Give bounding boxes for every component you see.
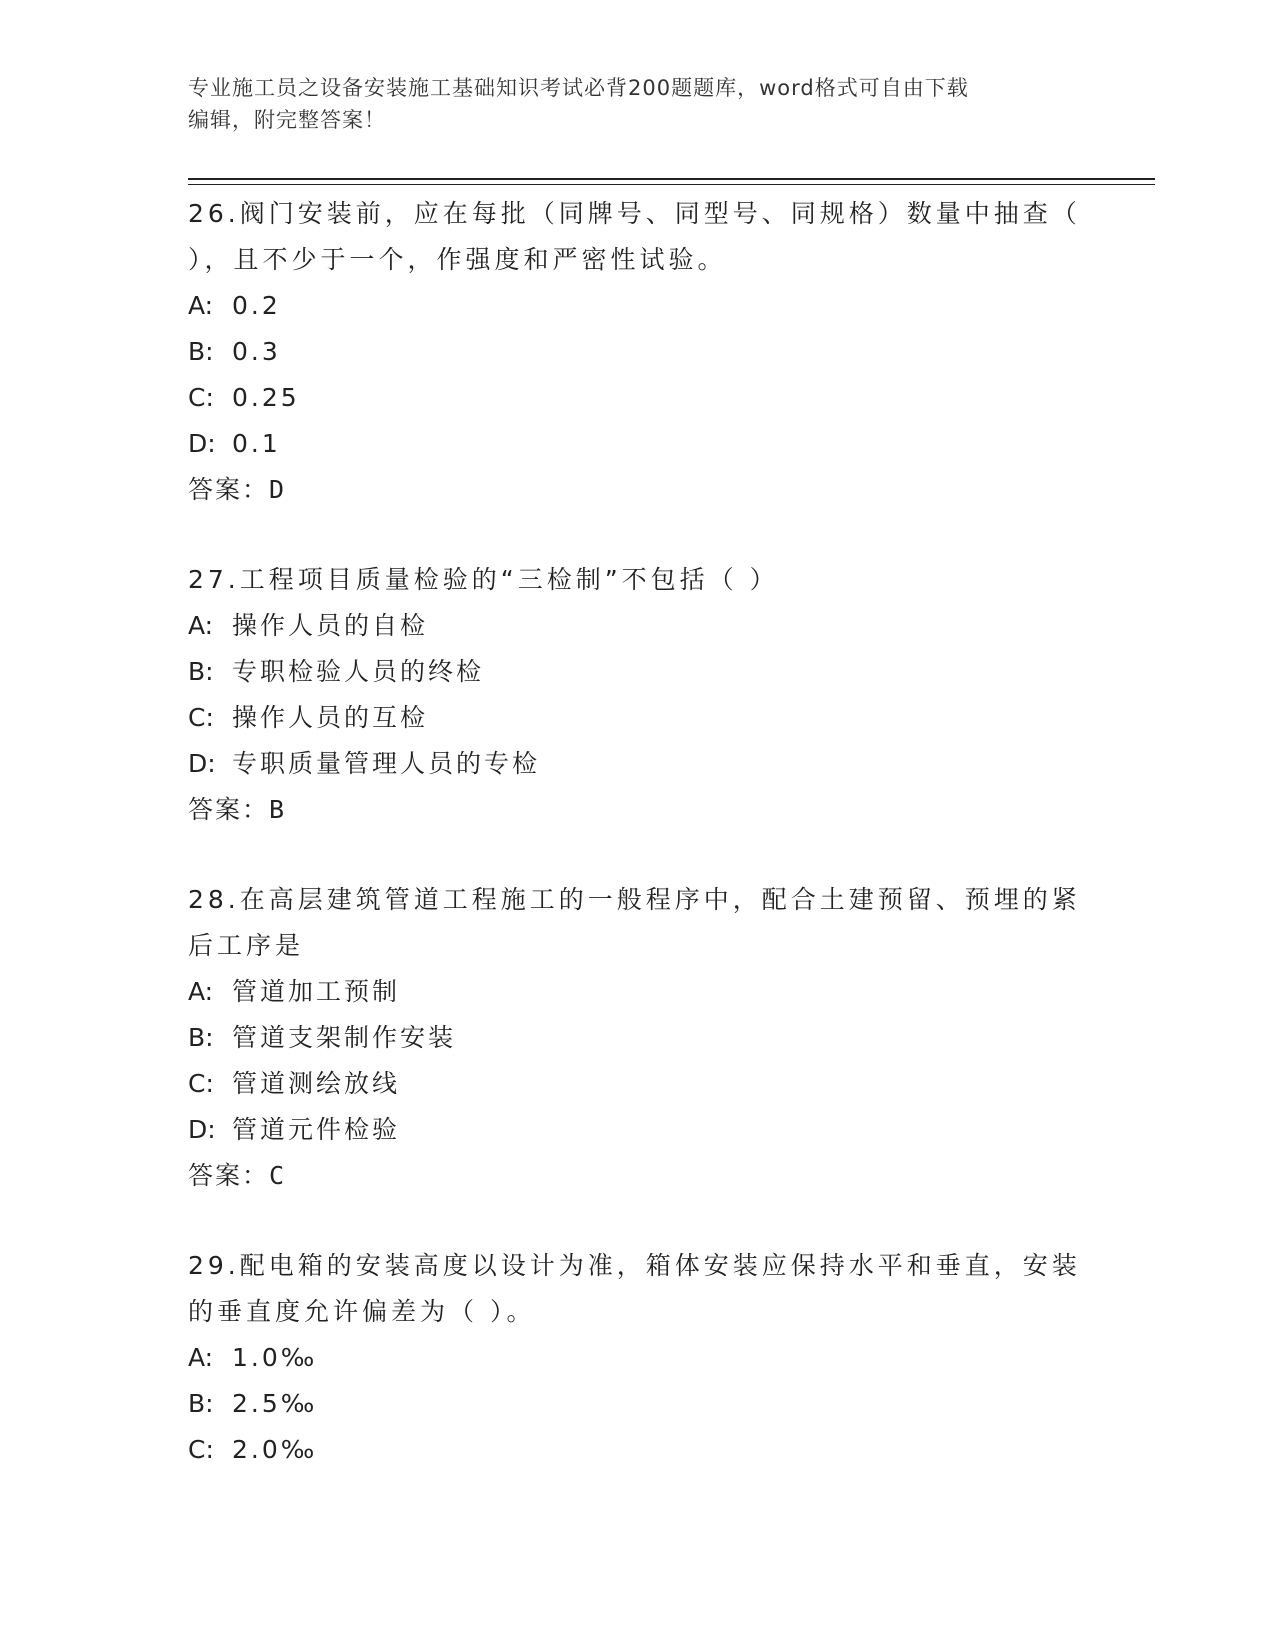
option-label: A: xyxy=(188,977,214,1006)
option-text: 0.25 xyxy=(232,383,300,412)
option-c xyxy=(188,1427,1088,1473)
option-label: B: xyxy=(188,1023,214,1052)
option-text: 管道测绘放线 xyxy=(232,1069,401,1098)
answer-value: B xyxy=(269,795,287,824)
answer-label: 答案： xyxy=(188,795,270,824)
question-stem-line: 28.在高层建筑管道工程施工的一般程序中，配合土建预留、预埋的紧 xyxy=(188,885,1081,914)
option-a xyxy=(188,1335,1088,1381)
option-b xyxy=(188,329,1088,375)
answer-label: 答案： xyxy=(188,475,270,504)
option-d xyxy=(188,741,1088,787)
option-label: A: xyxy=(188,291,214,320)
option-label: C: xyxy=(188,383,214,412)
question-stem-line: 后工序是 xyxy=(188,931,305,960)
option-label: B: xyxy=(188,337,214,366)
option-d xyxy=(188,421,1088,467)
option-a xyxy=(188,969,1088,1015)
option-label: B: xyxy=(188,1389,214,1418)
option-text: 0.1 xyxy=(232,429,281,458)
option-label: D: xyxy=(188,1115,216,1144)
question-stem-line: 的垂直度允许偏差为（ ）。 xyxy=(188,1297,536,1326)
option-label: A: xyxy=(188,1343,214,1372)
header-line-2: 编辑，附完整答案！ xyxy=(188,108,386,132)
option-c xyxy=(188,1061,1088,1107)
option-text: 0.2 xyxy=(232,291,281,320)
question-stem-line: 27.工程项目质量检验的“三检制”不包括（ ） xyxy=(188,565,779,594)
option-text: 管道支架制作安装 xyxy=(232,1023,457,1052)
document-header xyxy=(188,72,1068,136)
option-label: A: xyxy=(188,611,214,640)
question-26 xyxy=(188,191,1088,513)
header-line-1: 专业施工员之设备安装施工基础知识考试必背200题题库，word格式可自由下载 xyxy=(188,76,969,100)
answer-line xyxy=(188,1153,1088,1199)
header-divider-thick xyxy=(188,178,1155,180)
option-text: 专职检验人员的终检 xyxy=(232,657,485,686)
answer-line xyxy=(188,467,1088,513)
answer-value: C xyxy=(269,1161,287,1190)
question-28 xyxy=(188,877,1088,1199)
question-spacer xyxy=(188,833,1088,877)
option-text: 2.5‰ xyxy=(232,1389,318,1418)
option-text: 2.0‰ xyxy=(232,1435,318,1464)
option-c xyxy=(188,695,1088,741)
option-text: 管道元件检验 xyxy=(232,1115,401,1144)
option-label: C: xyxy=(188,1069,214,1098)
option-label: D: xyxy=(188,749,216,778)
question-spacer xyxy=(188,1199,1088,1243)
option-text: 操作人员的自检 xyxy=(232,611,429,640)
question-stem-line: 26.阀门安装前，应在每批（同牌号、同型号、同规格）数量中抽查（ xyxy=(188,199,1081,228)
option-text: 操作人员的互检 xyxy=(232,703,429,732)
option-b xyxy=(188,1381,1088,1427)
option-text: 专职质量管理人员的专检 xyxy=(232,749,541,778)
option-text: 0.3 xyxy=(232,337,281,366)
question-27 xyxy=(188,557,1088,833)
option-text: 1.0‰ xyxy=(232,1343,318,1372)
option-c xyxy=(188,375,1088,421)
answer-value: D xyxy=(269,475,287,504)
option-label: B: xyxy=(188,657,214,686)
option-text: 管道加工预制 xyxy=(232,977,401,1006)
question-stem-line: 29.配电箱的安装高度以设计为准，箱体安装应保持水平和垂直，安装 xyxy=(188,1251,1081,1280)
option-label: D: xyxy=(188,429,216,458)
answer-label: 答案： xyxy=(188,1161,270,1190)
option-b xyxy=(188,649,1088,695)
question-spacer xyxy=(188,513,1088,557)
option-b xyxy=(188,1015,1088,1061)
question-29 xyxy=(188,1243,1088,1473)
option-label: C: xyxy=(188,1435,214,1464)
option-a xyxy=(188,603,1088,649)
answer-line xyxy=(188,787,1088,833)
option-label: C: xyxy=(188,703,214,732)
question-list xyxy=(188,191,1088,1473)
option-d xyxy=(188,1107,1088,1153)
question-stem-line: ），且不少于一个，作强度和严密性试验。 xyxy=(188,245,727,274)
header-divider-thin xyxy=(188,184,1155,185)
option-a xyxy=(188,283,1088,329)
